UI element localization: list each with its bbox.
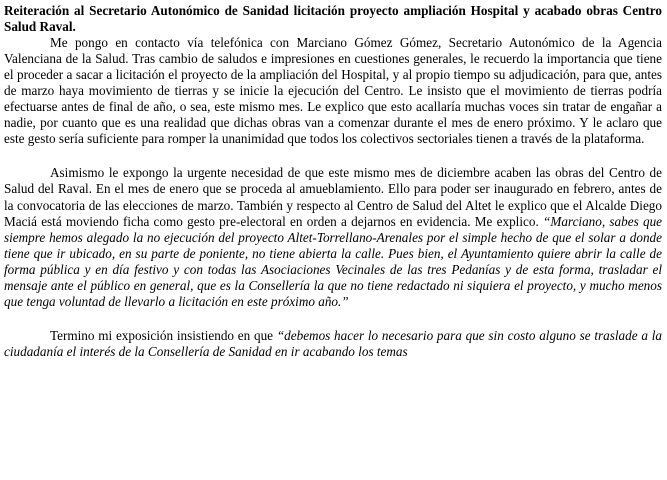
paragraph-text: Asimismo le expongo la urgente necesidad de que este mismo mes de diciembre acaben las obras del Centro de Salud del Raval. En el mes de enero que se proceda al amueblamiento. Ello para poder ser inaugurado en febrero, antes de la convocatoria de las elecciones de marzo. También y respecto al Centro de Salud del Altet le explico que el Alcalde Diego Maciá está moviendo ficha como gesto pre-electoral en orden a dejarnos en evidencia. Me explico. bbox=[4, 165, 662, 229]
paragraph-text: Termino mi exposición insistiendo en que bbox=[50, 327, 277, 343]
document-page bbox=[4, 3, 662, 360]
paragraph-quote: “debemos hacer lo necesario para que sin costo alguno se traslade a la ciudadanía el interés de la Consellería de Sanidad en ir acabando los temas bbox=[4, 327, 662, 359]
paragraph-spacer bbox=[4, 147, 662, 165]
paragraph-spacer bbox=[4, 310, 662, 328]
paragraph-phone-contact bbox=[4, 35, 662, 147]
paragraph-health-centre bbox=[4, 165, 662, 309]
document-title: Reiteración al Secretario Autonómico de Sanidad licitación proyecto ampliación Hospital y acabado obras Centro Salud Raval. bbox=[4, 3, 662, 35]
paragraph-conclusion bbox=[4, 328, 662, 360]
paragraph-text: Me pongo en contacto vía telefónica con Marciano Gómez Gómez, Secretario Autonómico de la Agencia Valenciana de la Salud. Tras cambio de saludos e impresiones en cuestiones generales, le recuerdo la importancia que tiene el proceder a sacar a licitación el proyecto de la ampliación del Hospital, y al propio tiempo su adjudicación, para que, antes de marzo haya movimiento de tierras y se inicie la ejecución del Centro. Le insisto que el movimiento de tierras podría efectuarse antes de final de año, o sea, este mismo mes. Le explico que esto acallaría muchas voces sin tratar de engañar a nadie, por cuanto que es una realidad que dichas obras van a comenzar durante el mes de enero próximo. Y le aclaro que este gesto sería suficiente para romper la unanimidad que todos los colectivos sectoriales tienen a través de la plataforma. bbox=[4, 35, 662, 147]
paragraph-quote: “Marciano, sabes que siempre hemos alegado la no ejecución del proyecto Altet-Torrellano-Arenales por el simple hecho de que el solar a donde tiene que ir ubicado, en su parte de poniente, no tiene abierta la calle. Pues bien, el Ayuntamiento quiere abrir la calle de forma pública y en día festivo y con todas las Asociaciones Vecinales de las tres Pedanías y de esta forma, trasladar el mensaje ante el público en general, que es la Consellería la que no tiene redactado ni siquiera el proyecto, y mucho menos que tenga voluntad de llevarlo a licitación en este próximo año.” bbox=[4, 213, 663, 309]
